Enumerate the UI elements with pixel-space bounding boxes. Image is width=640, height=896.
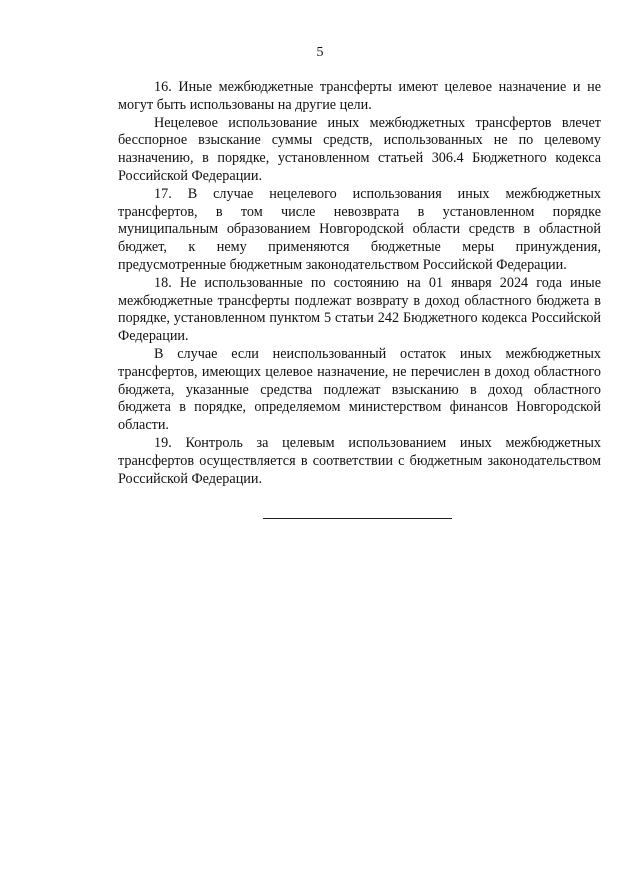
paragraph-unused-balance: В случае если неиспользованный остаток иных межбюджетных трансфертов, имеющих целевое назначение, не перечислен в доход областного бюджета, указанные средства подлежат взысканию в доход областного бюджета в порядке, определяемом министерством финансов Новгородской области. — [118, 345, 601, 434]
paragraph-17: 17. В случае нецелевого использования иных межбюджетных трансфертов, в том числе невозврата в установленном порядке муниципальным образованием Новгородской области средств в областной бюджет, к нему применяются бюджетные меры принуждения, предусмотренные бюджетным законодательством Российской Федерации. — [118, 185, 601, 273]
paragraph-16: 16. Иные межбюджетные трансферты имеют целевое назначение и не могут быть использованы на другие цели. — [118, 79, 601, 113]
end-separator-line — [263, 518, 452, 519]
paragraph-misuse-recovery: Нецелевое использование иных межбюджетных трансфертов влечет бесспорное взыскание суммы средств, использованных не по целевому назначению, в порядке, установленном статьей 306.4 Бюджетного кодекса Российской Федерации. — [118, 114, 601, 184]
document-body — [118, 79, 601, 488]
paragraph-18: 18. Не использованные по состоянию на 01 января 2024 года иные межбюджетные трансферты подлежат возврату в доход областного бюджета в порядке, установленном пунктом 5 статьи 242 Бюджетного кодекса Российской Федерации. — [118, 274, 601, 345]
paragraph-19: 19. Контроль за целевым использованием иных межбюджетных трансфертов осуществляется в соответствии с бюджетным законодательством Российской Федерации. — [118, 434, 601, 487]
page-number: 5 — [316, 45, 324, 60]
